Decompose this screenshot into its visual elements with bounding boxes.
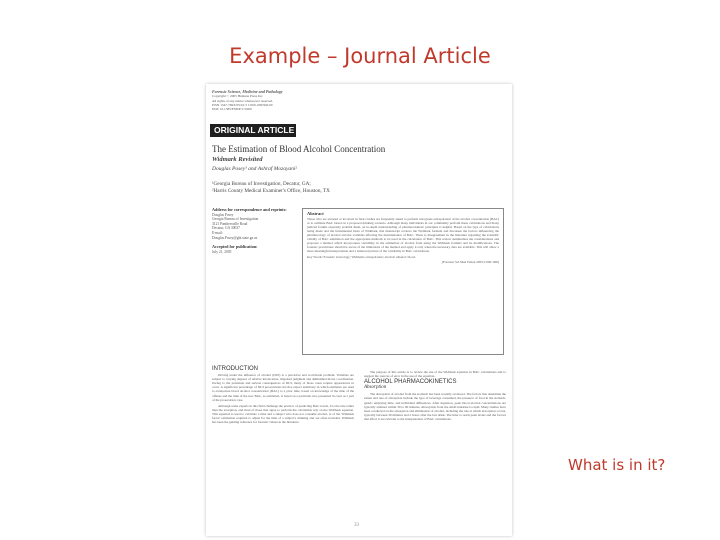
- body-paragraph: The absorption of alcohol from the stomach has been recently reviewed. The factors that determine the extent and rate of absorption include the type of beverage consumed, the presence of food in the stomach, gastric emptying time, and individual differences. After ingestion, peak blood alcohol concentrations are typically attained within 30 to 90 minutes. Absorption from the small intestine is rapid. Many studies have been conducted on the absorption and elimination of alcohol, including the rate at which absorption occurs, typically between 30 minutes and 2 hours after the last drink. The time to reach peak levels and the factors that affect it are relevant to the interpretation of BAC calculations.: [364, 392, 506, 421]
- slide-caption: What is in it?: [568, 456, 666, 474]
- affiliation-line: ²Harris County Medical Examiner's Office, Houston, TX: [212, 188, 330, 194]
- abstract-keywords: Key Words: Forensic toxicology; Widmark; extrapolation; alcohol; ethanol; blood.: [307, 255, 416, 260]
- introduction-column: [212, 366, 354, 426]
- journal-header-line: ISSN 1547-769X/05/01:3 1:000–000/$30.00: [212, 102, 273, 107]
- abstract-text: Those who are arrested or involved in fatal crashes are frequently asked to perform retrograde extrapolation of the alcohol concentration (BAC) or to estimate BAC based on a proposed drinking scenario. Although many individuals in our community perform these calculations and many judicial forums expressly prohibit them, an in-depth understanding of pharmacokinetic principles is helpful. Based on the type of calculations being made and the fundamental basis of Widmark, this manuscript reviews the Widmark formula and discusses the factors influencing the pharmacology of alcohol and the variables affecting the determination of BAC. There is disagreement in the literature regarding the scientific validity of BAC estimation and the appropriate methods to be used in the calculation of BAC. This review summarizes the considerations and proposes a method which incorporates variability in the estimation of alcohol from using the Widmark formula and its modifications. The forensic practitioner should be aware of the limitations of the method and apply it only when the necessary data are available. This will allow a more meaningful interpretation and a balanced picture of the variability in BAC calculations.: [307, 217, 499, 254]
- introduction-heading: INTRODUCTION: [212, 366, 258, 372]
- abstract-citation: (Forensic Sci Med Pathol 2005;1:000–000): [441, 259, 499, 264]
- journal-header-line: All rights of any nature whatsoever reserved.: [212, 98, 274, 103]
- correspondence-line: 3121 Panthersville Road: [212, 221, 248, 226]
- accepted-label: Accepted for publication:: [212, 244, 258, 250]
- accepted-date: July 21, 2005: [212, 249, 232, 254]
- slide-title: Example – Journal Article: [229, 44, 491, 68]
- body-paragraph: The purpose of this article is to review the use of the Widmark equation in BAC calculations and to suggest the sources of error in the use of the equation.: [364, 370, 506, 379]
- page-number: 33: [354, 523, 359, 528]
- correspondence-line: Douglas Posey: [212, 212, 234, 217]
- section-heading: ALCOHOL PHARMACOKINETICS: [364, 379, 457, 386]
- body-paragraph: Although some experts in this field challenge the practice of predicting BAC levels, it is the rule rather than the exception, and most of those that agree to perform the calculation rely on the Widmark equation. This equation is used to calculate a time and a subject who does not consume alcohol, is of the 'Widmark factor' estimation required to adjust for the time of a subject's drinking and are often included. Widmark has been the guiding reference for forensic values in the literature.: [212, 403, 354, 425]
- journal-header-line: DOI: 10.1385/FSMP:1:3:000: [212, 107, 252, 112]
- abstract-box: [302, 208, 504, 355]
- correspondence-line: E-mail:: [212, 230, 223, 235]
- journal-article-page: [206, 84, 512, 536]
- correspondence-heading: Address for correspondence and reprints:: [212, 207, 287, 212]
- correspondence-line: Georgia Bureau of Investigation: [212, 217, 259, 222]
- correspondence-block: [212, 208, 300, 254]
- affiliation-line: ¹Georgia Bureau of Investigation, Decatur, GA;: [212, 181, 311, 187]
- abstract-heading: Abstract: [307, 211, 324, 216]
- journal-header-line: Copyright © 2005 Humana Press Inc.: [212, 94, 264, 99]
- article-subtitle: Widmark Revisited: [212, 156, 263, 163]
- pharmacokinetics-column: [364, 366, 506, 423]
- article-authors: Douglas Posey¹ and Ashraf Mozayani²: [212, 166, 298, 172]
- correspondence-line: Douglas.Posey@gbi.state.ga.us: [212, 235, 258, 240]
- journal-header-line: Forensic Science, Medicine and Pathology: [212, 89, 283, 94]
- journal-header: [212, 90, 392, 111]
- author-affiliations: [212, 181, 412, 195]
- correspondence-line: Decatur, GA 30037: [212, 226, 240, 231]
- subsection-heading: Absorption: [364, 385, 387, 391]
- article-type-badge: ORIGINAL ARTICLE: [210, 124, 296, 137]
- body-paragraph: Driving under the influence of alcohol (DUI) is a pervasive and worldwide problem. Variables are subject to varying degrees of relative intoxication, impaired judgment and diminished motor coordination. Owing to the persistent and serious consequences of DUI, many of those cases require appearances in court. A significant percentage of DUI prosecutions involve expert testimony in which estimates are used to extrapolate blood alcohol concentration (BAC) to a prior time, based on knowledge of the time of the offense and the time of the test. BAC, as estimated, is based on a particular test, presented in court as a part of the prosecution case.: [212, 373, 354, 402]
- article-title: The Estimation of Blood Alcohol Concentration: [212, 144, 386, 154]
